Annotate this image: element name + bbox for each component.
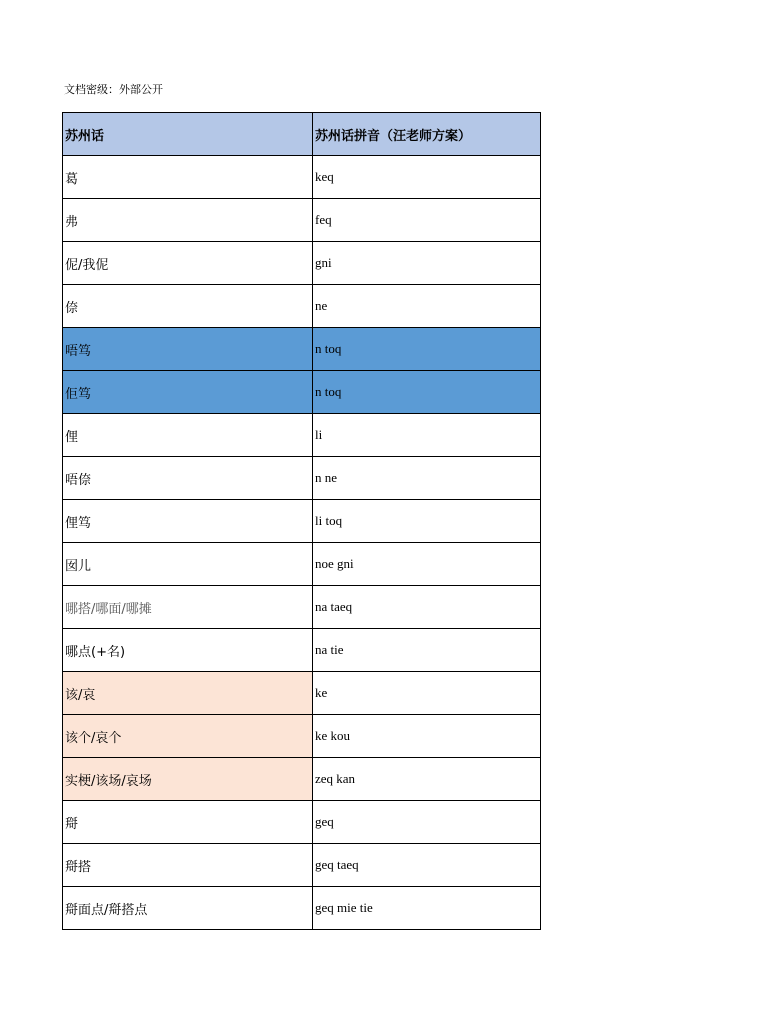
- header-suzhou-pinyin: 苏州话拼音（汪老师方案）: [313, 113, 541, 156]
- dialect-cell: 佢笃: [63, 371, 313, 414]
- table-row: [63, 887, 541, 930]
- table-row: [63, 457, 541, 500]
- table-row: [63, 199, 541, 242]
- table-row: [63, 414, 541, 457]
- table-row-highlighted: [63, 328, 541, 371]
- pinyin-cell: noe gni: [313, 543, 541, 586]
- dialect-cell: 俚: [63, 414, 313, 457]
- pinyin-cell: ne: [313, 285, 541, 328]
- table-row: [63, 586, 541, 629]
- pinyin-cell: n toq: [313, 328, 541, 371]
- table-row: [63, 629, 541, 672]
- pinyin-cell: na taeq: [313, 586, 541, 629]
- table-row: [63, 156, 541, 199]
- dialect-cell: 囡儿: [63, 543, 313, 586]
- pinyin-cell: ke: [313, 672, 541, 715]
- dialect-cell: 搿面点/搿搭点: [63, 887, 313, 930]
- dialect-cell: 该个/哀个: [63, 715, 313, 758]
- dialect-cell: 唔笃: [63, 328, 313, 371]
- pinyin-cell: ke kou: [313, 715, 541, 758]
- pinyin-cell: gni: [313, 242, 541, 285]
- pinyin-cell: geq: [313, 801, 541, 844]
- table-row-highlighted: [63, 715, 541, 758]
- document-classification: 文档密级：外部公开: [64, 83, 163, 96]
- dialect-cell: 哪搭/哪面/哪摊: [63, 586, 313, 629]
- dialect-cell: 实梗/该场/哀场: [63, 758, 313, 801]
- pinyin-cell: zeq kan: [313, 758, 541, 801]
- table-row-highlighted: [63, 758, 541, 801]
- table-row: [63, 543, 541, 586]
- pinyin-cell: geq taeq: [313, 844, 541, 887]
- pinyin-cell: geq mie tie: [313, 887, 541, 930]
- dialect-cell: 搿: [63, 801, 313, 844]
- dialect-cell: 伲/我伲: [63, 242, 313, 285]
- pinyin-cell: li toq: [313, 500, 541, 543]
- dialect-cell: 俚笃: [63, 500, 313, 543]
- pinyin-cell: n toq: [313, 371, 541, 414]
- dialect-cell: 哪点(+名): [63, 629, 313, 672]
- dialect-cell: 搿搭: [63, 844, 313, 887]
- dialect-cell: 倷: [63, 285, 313, 328]
- dialect-cell: 该/哀: [63, 672, 313, 715]
- dialect-cell: 弗: [63, 199, 313, 242]
- pinyin-cell: n ne: [313, 457, 541, 500]
- dialect-cell: 葛: [63, 156, 313, 199]
- table-header-row: [63, 113, 541, 156]
- table-row-highlighted: [63, 672, 541, 715]
- table-row: [63, 801, 541, 844]
- suzhou-dialect-table: [62, 112, 541, 930]
- pinyin-cell: li: [313, 414, 541, 457]
- table-row: [63, 844, 541, 887]
- pinyin-cell: feq: [313, 199, 541, 242]
- pinyin-cell: na tie: [313, 629, 541, 672]
- table-row-highlighted: [63, 371, 541, 414]
- table-row: [63, 285, 541, 328]
- table-row: [63, 242, 541, 285]
- table-row: [63, 500, 541, 543]
- pinyin-cell: keq: [313, 156, 541, 199]
- header-suzhou-dialect: 苏州话: [63, 113, 313, 156]
- dialect-cell: 唔倷: [63, 457, 313, 500]
